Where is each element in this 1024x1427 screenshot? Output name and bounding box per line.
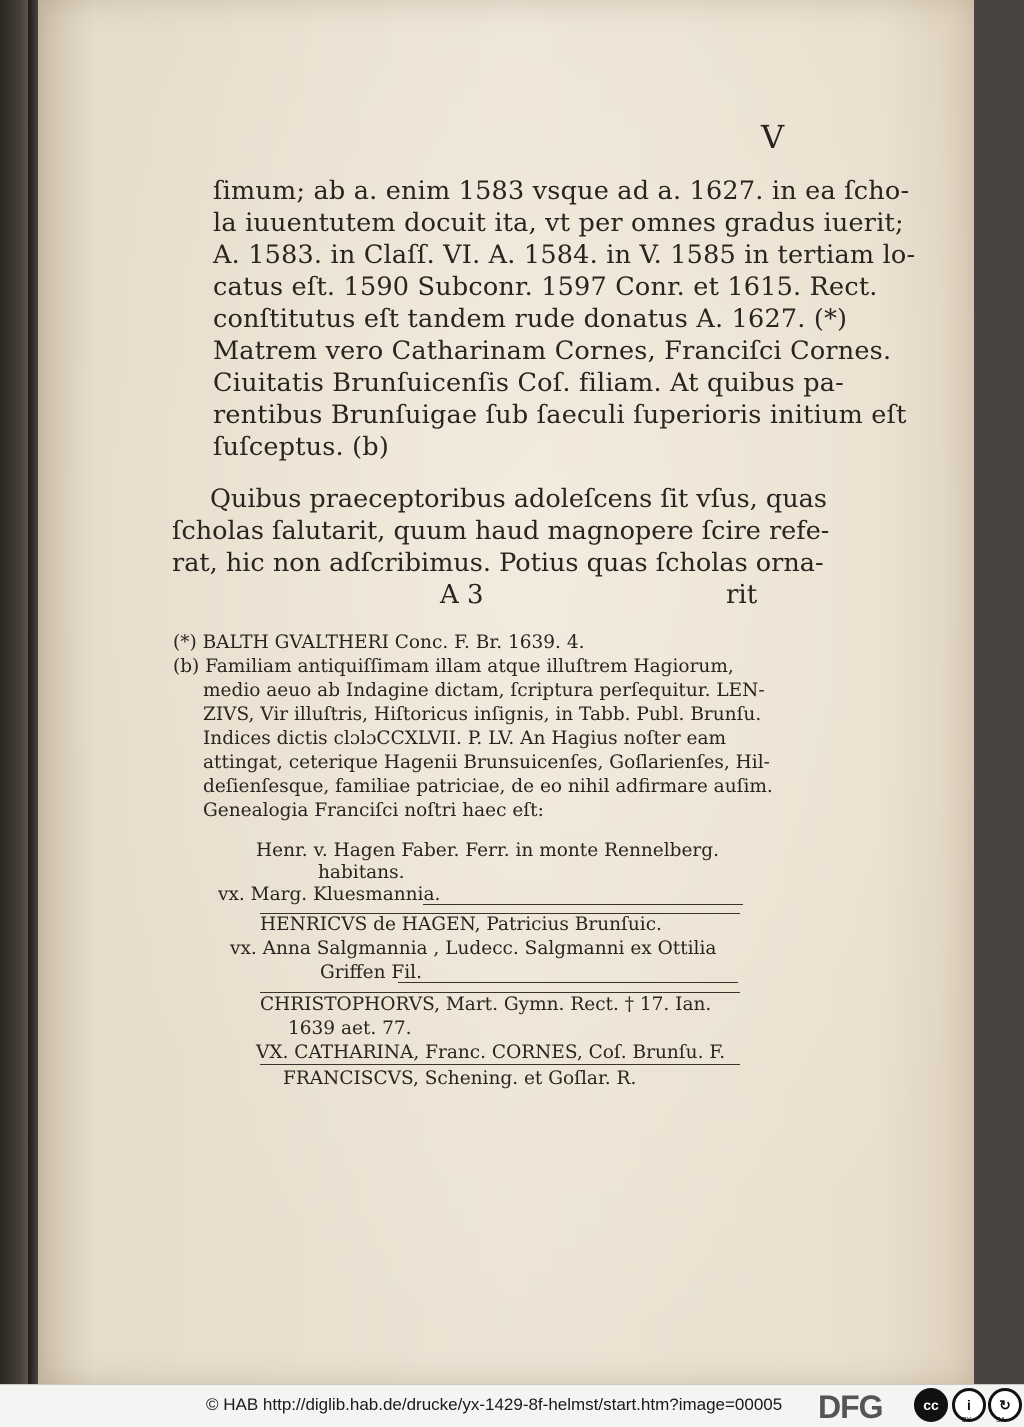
text-line: Quibus praeceptoribus adoleſcens ſit vſus, quas xyxy=(210,484,827,514)
genealogy-line: vx. Anna Salgmannia , Ludecc. Salgmanni ex Ottilia xyxy=(230,938,717,959)
text-line: rentibus Brunſuigae ſub ſaeculi ſuperioris initium eſt xyxy=(213,400,907,430)
text-line: A. 1583. in Claſſ. VI. A. 1584. in V. 1585 in tertiam lo- xyxy=(213,240,916,270)
cc-license-icon[interactable]: cc xyxy=(914,1388,948,1422)
text-line: rat, hic non adſcribimus. Potius quas ſcholas orna- xyxy=(172,548,824,578)
footnote-line: (b) Familiam antiquiſſimam illam atque illuſtrem Hagiorum, xyxy=(173,656,734,677)
signature-mark: A 3 xyxy=(440,580,484,610)
genealogy-rule xyxy=(423,904,743,905)
genealogy-line: 1639 aet. 77. xyxy=(288,1018,412,1039)
genealogy-line: habitans. xyxy=(318,862,405,883)
footer-bar xyxy=(0,1384,1024,1427)
text-line: conſtitutus eſt tandem rude donatus A. 1627. (*) xyxy=(213,304,848,334)
background-right xyxy=(974,0,1024,1384)
footnote-line: medio aeuo ab Indagine dictam, ſcriptura perſequitur. LEN- xyxy=(203,680,765,701)
footnote-star: (*) BALTH GVALTHERI Conc. F. Br. 1639. 4. xyxy=(173,632,585,653)
genealogy-rule xyxy=(398,982,738,983)
genealogy-rule xyxy=(260,1064,740,1065)
footnote-line: Genealogia Franciſci noſtri haec eſt: xyxy=(203,800,544,821)
dfg-logo: DFG xyxy=(818,1389,883,1425)
footnote-line: deſienſesque, familiae patriciae, de eo nihil adfirmare auſim. xyxy=(203,776,773,797)
footnote-line: attingat, ceterique Hagenii Brunsuicenſes, Goſlarienſes, Hil- xyxy=(203,752,770,773)
citation-link[interactable]: © HAB http://diglib.hab.de/drucke/yx-1429-8f-helmst/start.htm?image=00005 xyxy=(206,1395,783,1414)
genealogy-line: Griffen Fil. xyxy=(320,962,422,983)
text-line: catus eſt. 1590 Subconr. 1597 Conr. et 1615. Rect. xyxy=(213,272,878,302)
genealogy-line: vx. Marg. Kluesmannia. xyxy=(218,884,441,905)
text-line: Matrem vero Catharinam Cornes, Franciſci Cornes. xyxy=(213,336,892,366)
text-line: ſuſceptus. (b) xyxy=(213,432,389,462)
genealogy-line: HENRICVS de HAGEN, Patricius Brunſuic. xyxy=(260,914,662,935)
by-attribution-icon[interactable]: i xyxy=(952,1388,986,1422)
footnote-line: ZIVS, Vir illuſtris, Hiſtoricus inſignis, in Tabb. Publ. Brunſu. xyxy=(203,704,762,725)
text-line: ſimum; ab a. enim 1583 vsque ad a. 1627. in ea ſcho- xyxy=(213,176,910,206)
text-line: ſcholas ſalutarit, quum haud magnopere ſcire refe- xyxy=(172,516,830,546)
sa-label: SA xyxy=(996,1417,1006,1424)
catchword: rit xyxy=(726,580,758,610)
genealogy-line: FRANCISCVS, Schening. et Goſlar. R. xyxy=(283,1068,637,1089)
by-label: BY xyxy=(962,1417,972,1424)
page-number: V xyxy=(761,118,785,156)
genealogy-line: VX. CATHARINA, Franc. CORNES, Coſ. Brunſu. F. xyxy=(256,1042,726,1063)
book-page xyxy=(38,0,974,1384)
genealogy-rule xyxy=(260,992,740,993)
text-line: la iuuentutem docuit ita, vt per omnes gradus iuerit; xyxy=(213,208,904,238)
text-line: Ciuitatis Brunſuicenſis Coſ. filiam. At quibus pa- xyxy=(213,368,844,398)
genealogy-line: CHRISTOPHORVS, Mart. Gymn. Rect. † 17. Ian. xyxy=(260,994,712,1015)
footnote-line: Indices dictis clɔlɔCCXLVII. P. LV. An Hagius noſter eam xyxy=(203,728,727,749)
genealogy-line: Henr. v. Hagen Faber. Ferr. in monte Rennelberg. xyxy=(256,840,719,861)
share-alike-icon[interactable]: ↻ xyxy=(988,1388,1022,1422)
